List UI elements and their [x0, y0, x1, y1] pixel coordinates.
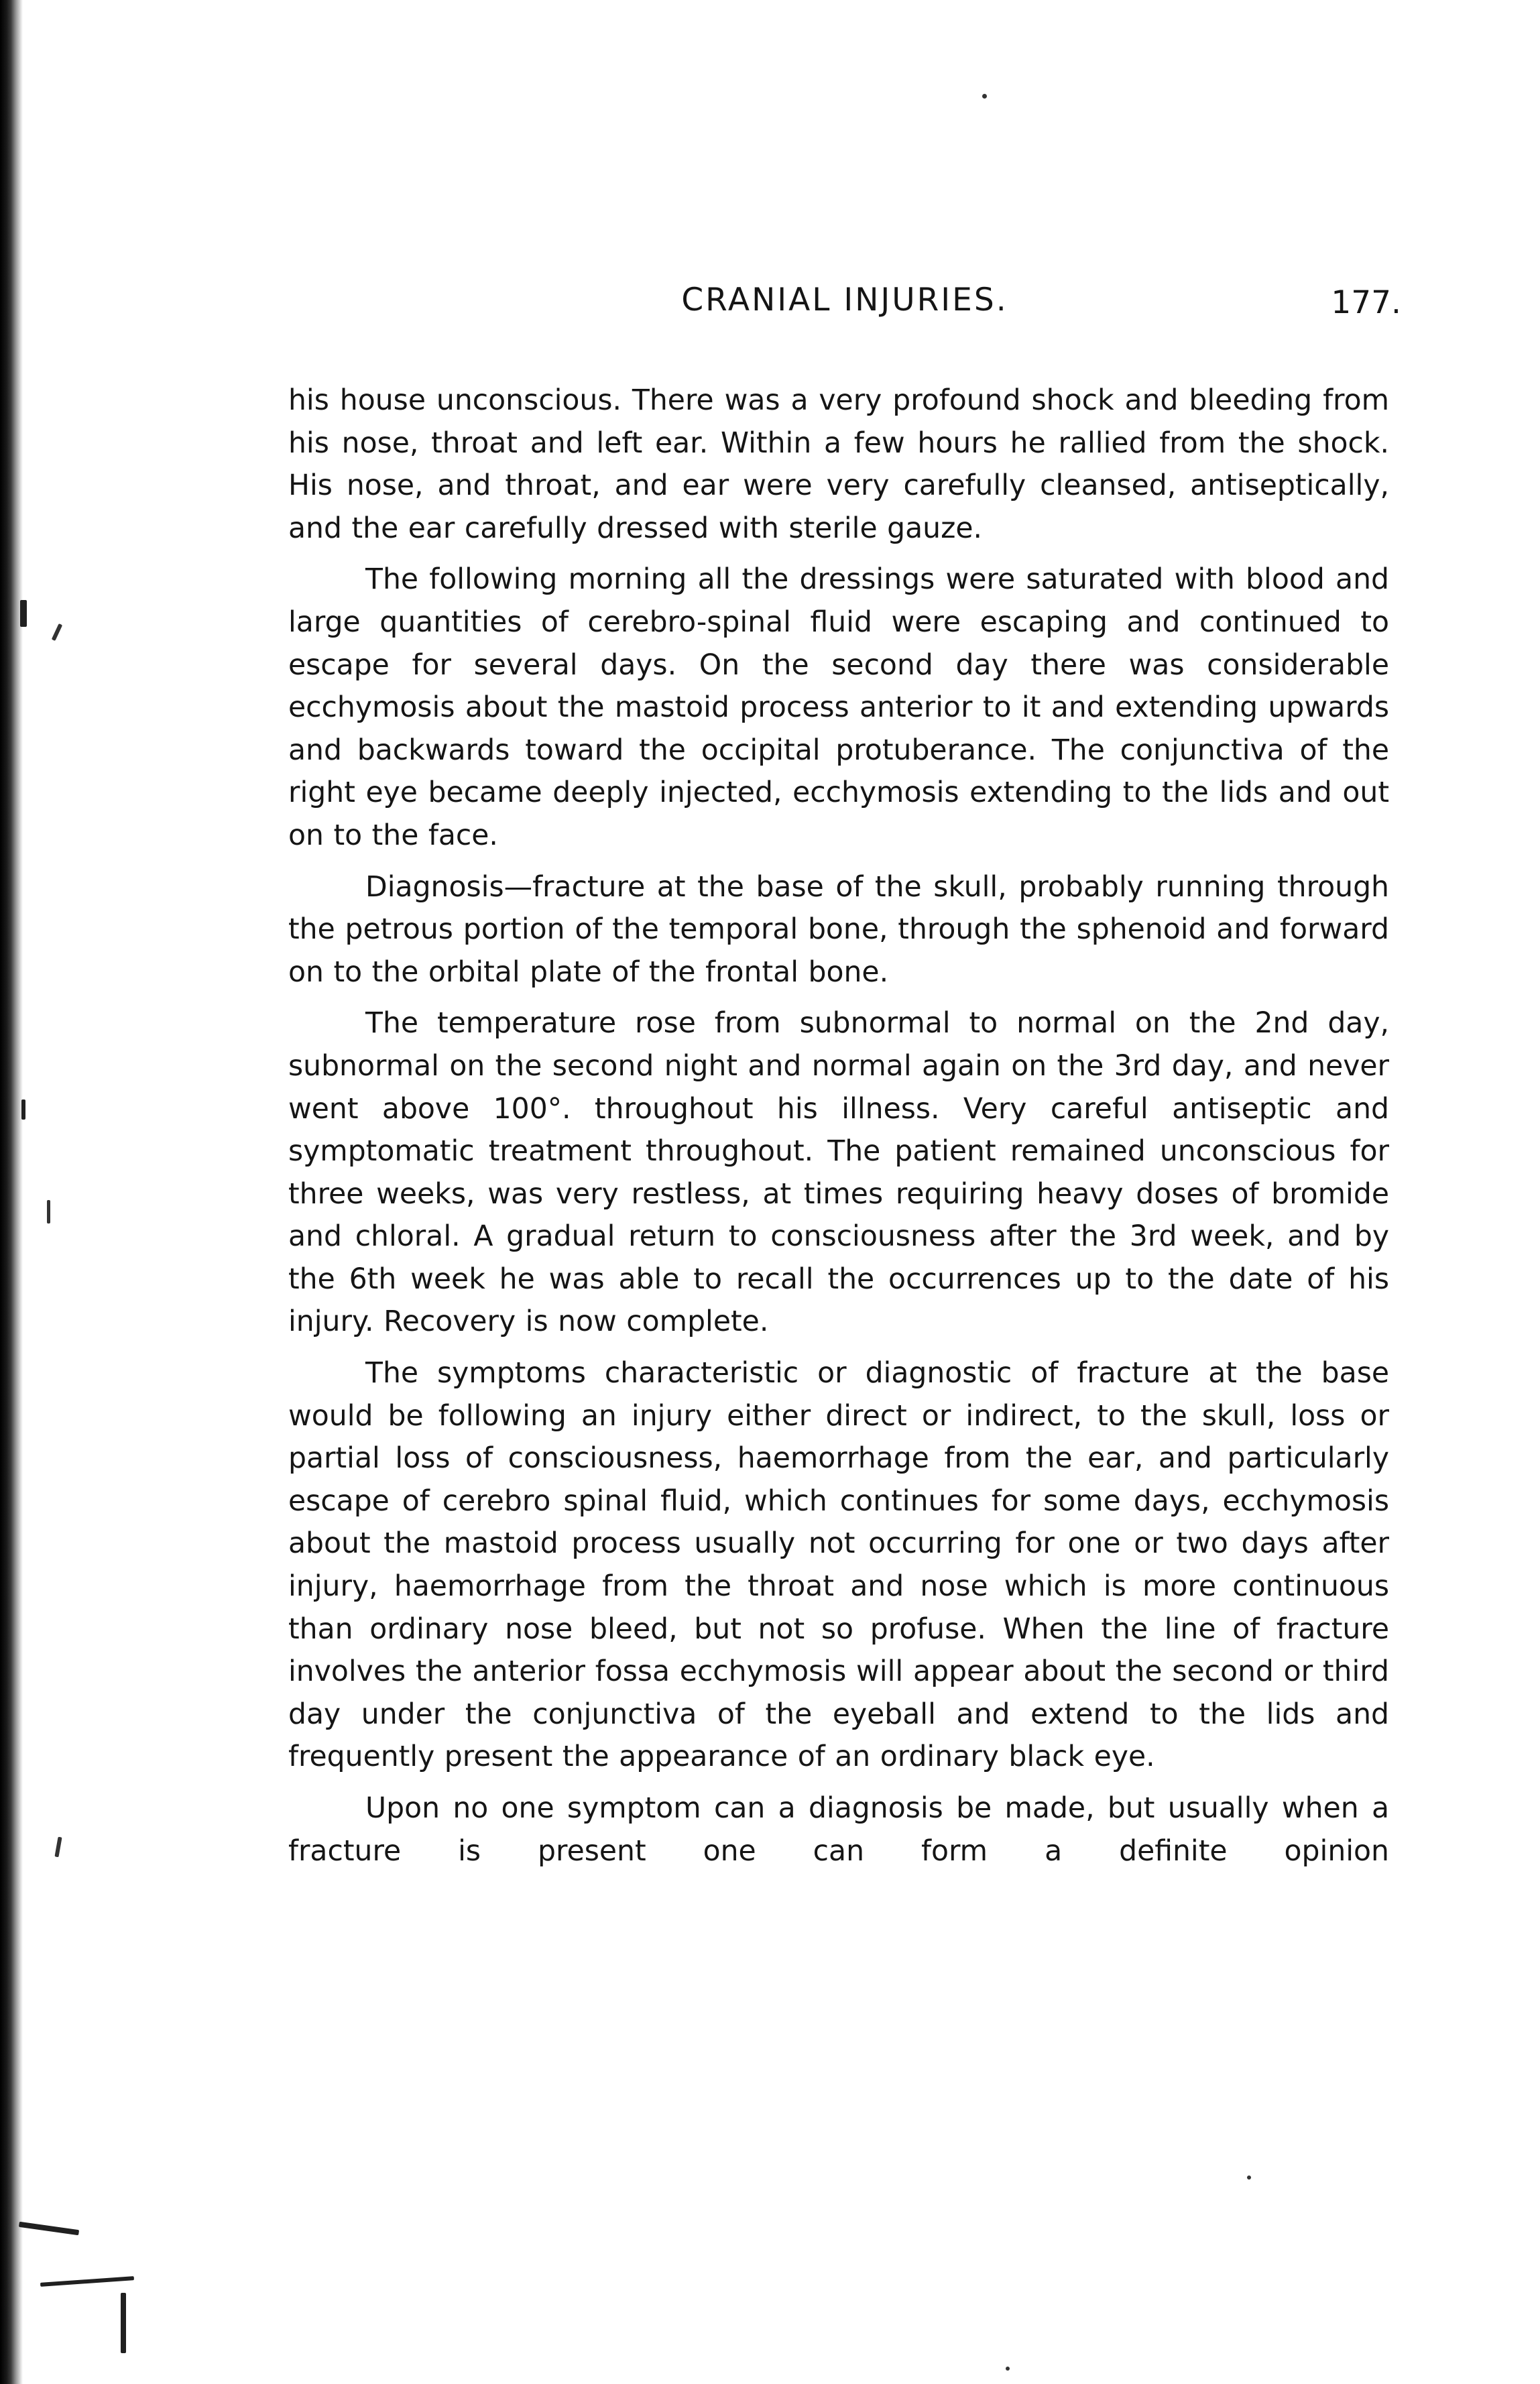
ink-speck: [1247, 2176, 1251, 2180]
binding-mark: [40, 2276, 134, 2287]
page-binding-edge: [0, 0, 23, 2384]
page-number: 177.: [1331, 284, 1401, 321]
ink-speck: [1006, 2367, 1010, 2371]
paragraph: The temperature rose from subnormal to normal on the 2nd day, subnormal on the second night and normal again on the 3rd day, and never went above 100°. throughout his illness. Very careful antiseptic and symptomatic treatment throughout. The patient remained unconscious for three weeks, was very restless, at times requiring heavy doses of bromide and chloral. A gradual return to consciousness after the 3rd week, and by the 6th week he was able to recall the occurrences up to the date of his injury. Recovery is now complete.: [288, 1007, 1389, 1339]
running-title: CRANIAL INJURIES.: [681, 282, 1008, 318]
body-text: [288, 379, 1389, 1881]
ink-speck: [982, 94, 987, 99]
paragraph: his house unconscious. There was a very profound shock and bleeding from his nose, throat and left ear. Within a few hours he rallied from the shock. His nose, and throat, and ear were very carefully cleansed, antiseptically, and the ear carefully dressed with sterile gauze.: [288, 384, 1389, 545]
ink-speck: [47, 1200, 50, 1224]
page-header: [288, 282, 1401, 329]
ink-speck: [54, 1837, 62, 1858]
paragraph: Upon no one symptom can a diagnosis be made, but usually when a fracture is present one can form a definite opinion: [288, 1792, 1389, 1868]
paragraph: The following morning all the dressings were saturated with blood and large quantities of cerebro-spinal fluid were escaping and continued to escape for several days. On the second day there was considerable ecchymosis about the mastoid process anterior to it and extending upwards and backwards toward the occipital protuberance. The conjunctiva of the right eye became deeply injected, ecchymosis extending to the lids and out on to the face.: [288, 563, 1389, 852]
binding-mark: [19, 2222, 79, 2235]
binding-mark: [20, 600, 27, 627]
paragraph: The symptoms characteristic or diagnostic of fracture at the base would be following an injury either direct or indirect, to the skull, loss or partial loss of consciousness, haemorrhage from the ear, and particularly escape of cerebro spinal fluid, which continues for some days, ecchymosis about the mastoid process usually not occurring for one or two days after injury, haemorrhage from the throat and nose which is more continuous than ordinary nose bleed, but not so profuse. When the line of fracture involves the anterior fossa ecchymosis will appear about the second or third day under the conjunctiva of the eyeball and extend to the lids and frequently present the appearance of an ordinary black eye.: [288, 1357, 1389, 1774]
binding-mark: [121, 2293, 126, 2353]
binding-mark: [21, 1099, 25, 1120]
paragraph: Diagnosis—fracture at the base of the skull, probably running through the petrous portion of the temporal bone, through the sphenoid and forward on to the orbital plate of the frontal bone.: [288, 870, 1389, 989]
ink-speck: [52, 623, 62, 641]
